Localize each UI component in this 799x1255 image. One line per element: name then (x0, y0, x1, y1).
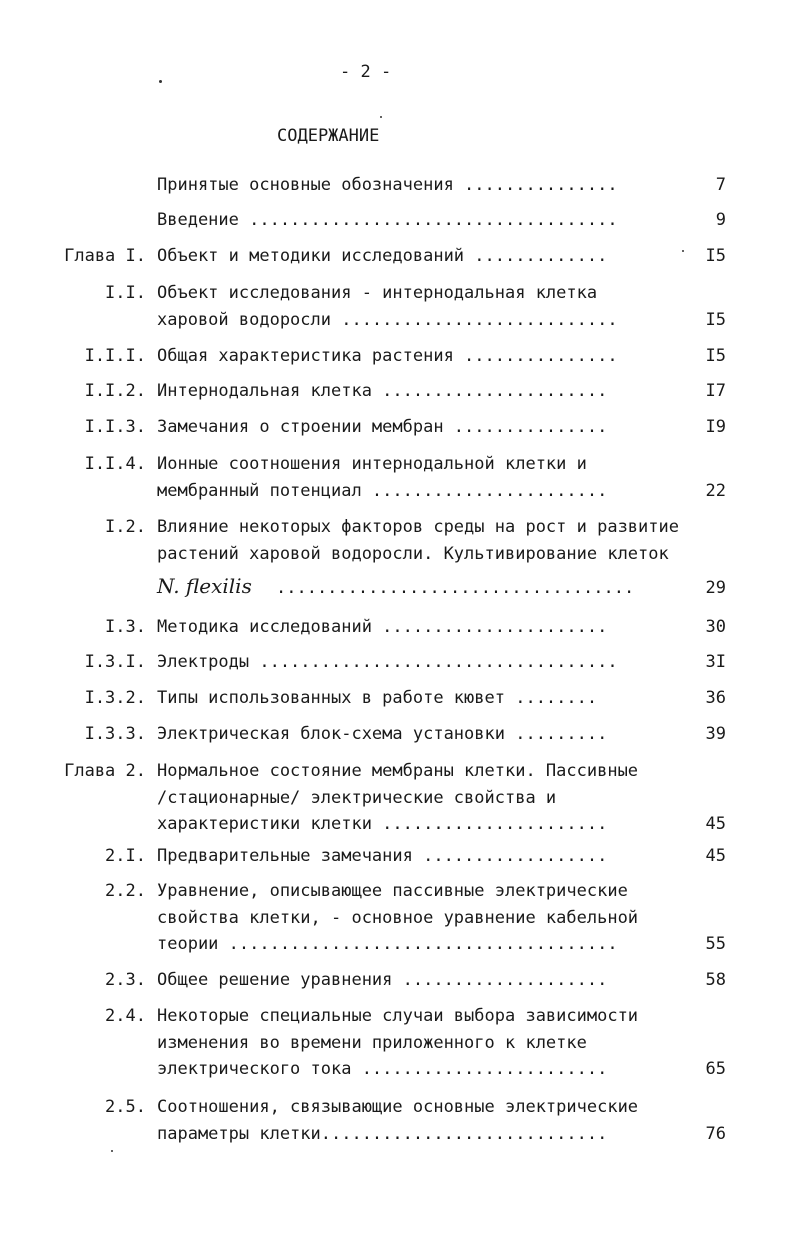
toc-entry-page: 58 (705, 970, 726, 990)
toc-entry-number: I.I.4. (84, 454, 146, 474)
toc-entry-text: Влияние некоторых факторов среды на рост и развитие (157, 517, 679, 537)
scan-speck (111, 1150, 113, 1152)
toc-entry-page: 76 (705, 1123, 726, 1144)
toc-entry-text: мембранный потенциал ....................... (157, 480, 608, 501)
toc-entry-text: электрического тока ........................ (157, 1059, 608, 1079)
toc-entry-number: Глава 2. (64, 761, 146, 781)
toc-entry-number: 2.2. (105, 881, 146, 901)
toc-entry-page: 45 (705, 814, 726, 834)
toc-entry-text: свойства клетки, - основное уравнение кабельной (157, 907, 639, 928)
toc-title: СОДЕРЖАНИЕ (277, 126, 380, 146)
toc-entry-page: 30 (705, 617, 726, 637)
toc-entry-text: Электроды ................................... (157, 652, 618, 672)
toc-entry-number: 2.5. (105, 1097, 146, 1117)
toc-entry-number: I.I.2. (84, 381, 146, 401)
toc-entry-text: Введение .................................... (157, 210, 618, 230)
toc-entry-text: Общее решение уравнения .................... (157, 970, 608, 990)
toc-entry-text: /стационарные/ электрические свойства и (157, 787, 557, 808)
toc-entry-page: 45 (705, 846, 726, 866)
toc-entry-text: ................................... (276, 578, 635, 598)
toc-entry-number: I.I. (105, 283, 146, 303)
toc-entry-text: Типы использованных в работе кювет ........ (157, 688, 598, 708)
toc-entry-page: 3I (705, 652, 726, 672)
toc-entry-number: 2.I. (105, 846, 146, 866)
toc-entry-number: Глава I. (64, 246, 146, 266)
toc-entry-text: Предварительные замечания .................. (157, 846, 608, 866)
toc-entry-page: I9 (705, 417, 726, 437)
toc-entry-page: I5 (705, 346, 726, 366)
toc-entry-text: характеристики клетки ...................... (157, 814, 608, 834)
toc-entry-number: 2.4. (105, 1006, 146, 1026)
toc-entry-text: Уравнение, описывающее пассивные электрические (157, 881, 628, 901)
toc-entry-page: 9 (715, 210, 726, 230)
toc-entry-text: Интернодальная клетка ...................... (157, 381, 608, 401)
toc-entry-number: I.2. (105, 517, 146, 537)
toc-entry-page: I5 (705, 309, 726, 330)
toc-entry-handwritten-species: N. flexilis (157, 574, 252, 598)
toc-entry-number: I.3. (105, 617, 146, 637)
page-number: - 2 - (340, 62, 392, 82)
toc-entry-text: Методика исследований ...................... (157, 617, 608, 637)
toc-entry-text: изменения во времени приложенного к клетке (157, 1032, 587, 1053)
toc-entry-number: I.3.2. (84, 688, 146, 708)
toc-entry-number: I.3.I. (84, 652, 146, 672)
toc-entry-text: Принятые основные обозначения ............... (157, 175, 618, 195)
toc-entry-page: 55 (705, 934, 726, 954)
toc-entry-text: Электрическая блок-схема установки ......... (157, 724, 608, 744)
toc-entry-text: теории ...................................... (157, 934, 618, 954)
toc-entry-page: 7 (715, 175, 726, 195)
toc-entry-number: I.3.3. (84, 724, 146, 744)
toc-entry-page: 65 (705, 1059, 726, 1079)
toc-entry-number: I.I.I. (84, 346, 146, 366)
scan-speck (159, 80, 162, 83)
toc-entry-text: Ионные соотношения интернодальной клетки и (157, 454, 587, 474)
toc-entry-page: 29 (705, 578, 726, 598)
toc-entry-text: Нормальное состояние мембраны клетки. Пассивные (157, 761, 639, 781)
scan-speck (380, 116, 382, 118)
toc-entry-number: 2.3. (105, 970, 146, 990)
toc-entry-text: параметры клетки............................ (157, 1123, 608, 1144)
toc-entry-text: Объект исследования - интернодальная клетка (157, 283, 598, 303)
toc-entry-text: Объект и методики исследований ............. (157, 246, 608, 266)
toc-entry-text: Некоторые специальные случаи выбора зависимости (157, 1006, 639, 1026)
toc-entry-text: Соотношения, связывающие основные электрические (157, 1097, 639, 1117)
toc-entry-page: 36 (705, 688, 726, 708)
toc-entry-text: харовой водоросли ........................... (157, 309, 618, 330)
toc-entry-page: I5 (705, 246, 726, 266)
toc-entry-text: Замечания о строении мембран ............... (157, 417, 608, 437)
toc-entry-text: растений харовой водоросли. Культивирование клеток (157, 543, 669, 564)
toc-entry-text: Общая характеристика растения ............... (157, 346, 618, 366)
toc-entry-page: I7 (705, 381, 726, 401)
toc-entry-page: 39 (705, 724, 726, 744)
toc-entry-page: 22 (705, 480, 726, 501)
toc-entry-number: I.I.3. (84, 417, 146, 437)
